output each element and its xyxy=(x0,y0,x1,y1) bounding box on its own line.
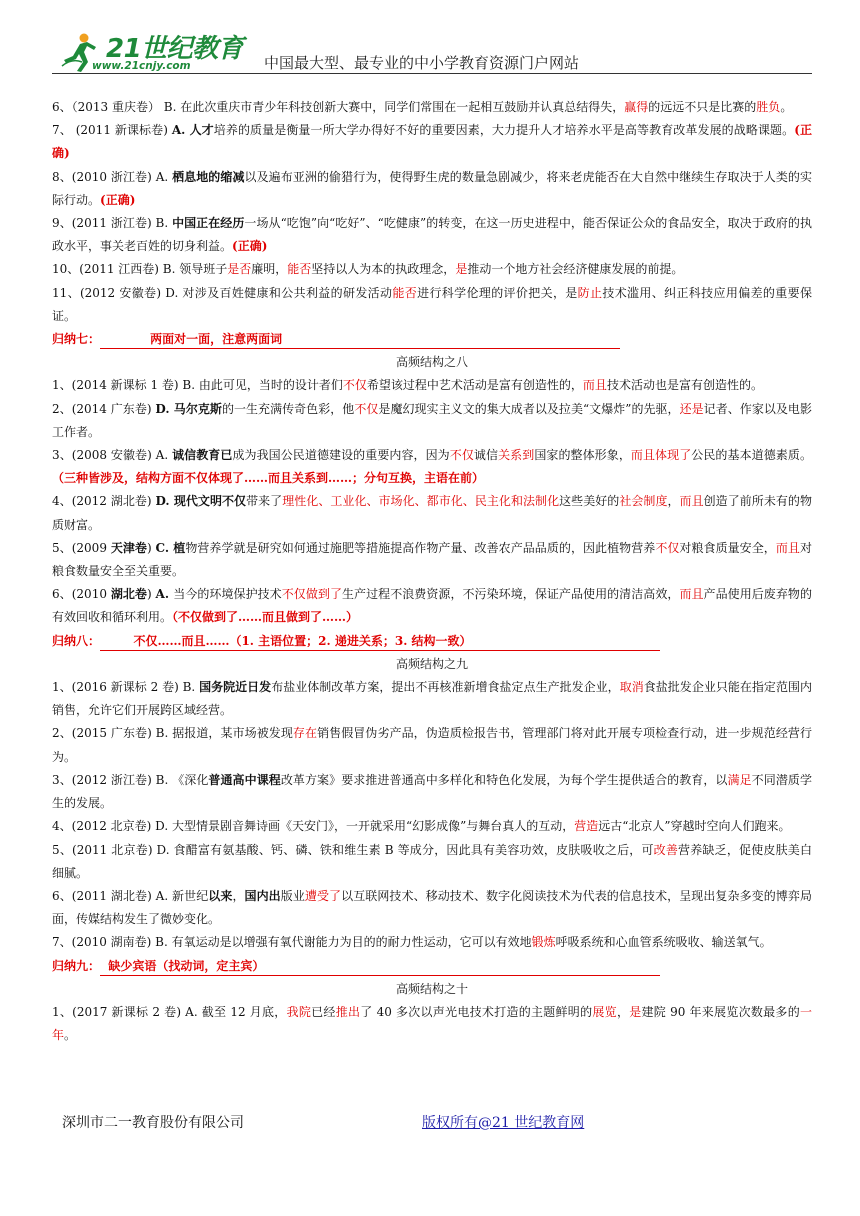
highlight-text: 是否 xyxy=(227,262,252,277)
text-run: 一场从“吃饱”向“吃好”、“吃健康”的转变，在这一历史进程中，能否保证公众的食品安全，取决于政府的执政水平，事关老百姓的切身利益。 xyxy=(52,216,812,254)
text-run: 进行科学伦理的评价把关，是 xyxy=(417,285,578,300)
site-slogan: 中国最大型、最专业的中小学教育资源门户网站 xyxy=(264,54,580,72)
highlight-text: 改善 xyxy=(653,842,679,857)
text-run: ， xyxy=(616,1004,630,1019)
highlight-text: 存在 xyxy=(292,726,318,741)
item-10-2011-jiangxi xyxy=(52,258,812,281)
text-run: 诚信教育已 xyxy=(172,448,233,463)
text-run: 布盐业体制改革方案，提出不再核准新增食盐定点生产批发企业， xyxy=(271,680,620,695)
text-run: 生产过程不浪费资源，不污染环境，保证产品使用的清洁高效， xyxy=(342,587,680,602)
text-run: 产品使用后废弃物的有效回收和循环利用。 xyxy=(52,587,812,625)
highlight-text: 不仅 xyxy=(342,378,367,393)
section-8-title: 高频结构之八 xyxy=(395,355,468,370)
highlight-text: 是 xyxy=(629,1004,642,1019)
item-6-2013-chongqing xyxy=(52,96,812,119)
text-run: 4、(2012 北京卷) D. 大型情景剧音舞诗画《天安门》，一开就采用“幻影成像”与舞台真人的互动， xyxy=(52,819,575,834)
item-7-2010-hunan xyxy=(52,931,812,954)
highlight-text: (正确) xyxy=(100,192,136,207)
summary-8 xyxy=(52,630,812,653)
text-run: 6、(2010 xyxy=(52,587,111,602)
text-run: 改革方案》要求推进普通高中多样化和特色化发展，为每个学生提供适合的教育，以 xyxy=(280,772,728,787)
text-run: 了 40 多次以声光电技术打造的主题鲜明的 xyxy=(360,1004,593,1019)
footer-copyright-link[interactable]: 版权所有@21 世纪教育网 xyxy=(422,1115,585,1131)
summary-label: 归纳八： xyxy=(52,633,101,648)
item-6-2010-hubei xyxy=(52,583,812,629)
highlight-text: 展览 xyxy=(592,1004,617,1019)
text-run: 5、(2009 xyxy=(52,540,111,555)
text-run: 8、(2010 浙江卷) A. xyxy=(52,169,173,184)
item-11-2012-anhui xyxy=(52,282,812,328)
text-run: ) xyxy=(146,587,156,602)
text-run: 以及遍布亚洲的偷猎行为，使得野生虎的数量急剧减少，将来老虎能否在大自然中继续生存取决于人类的实际行动。 xyxy=(52,169,812,207)
text-run: 对粮食数量安全至关重要。 xyxy=(52,540,812,579)
text-run: 3、(2008 安徽卷) A. xyxy=(52,448,173,463)
text-run: 对粮食质量安全， xyxy=(679,540,776,555)
text-run: 1、(2014 新课标 1 卷) B. 由此可见，当时的设计者们 xyxy=(52,378,343,393)
item-6-2011-hubei xyxy=(52,885,812,931)
text-run: 创造了前所未有的物质财富。 xyxy=(52,494,812,532)
text-run: 11、(2012 安徽卷) D. 对涉及百姓健康和公共利益的研发活动 xyxy=(52,285,393,300)
highlight-text: 社会制度 xyxy=(619,494,668,509)
text-run: 1、(2016 新课标 2 卷) B. xyxy=(52,680,200,695)
highlight-text: 遭受了 xyxy=(304,888,342,903)
item-2-2015-guangdong xyxy=(52,722,812,768)
text-run: 天津卷 xyxy=(110,540,147,555)
text-run: 物营养学就是研究如何通过施肥等措施提高作物产量、改善农产品品质的，因此植物营养 xyxy=(185,540,656,555)
text-run: 呼吸系统和心血管系统吸收、输送氧气。 xyxy=(555,935,772,950)
header-divider xyxy=(52,73,812,74)
text-run: 7、(2010 湖南卷) B. 有氧运动是以增强有氧代谢能力为目的的耐力性运动，它可以有效地 xyxy=(52,935,532,950)
text-run: C. 植 xyxy=(155,540,186,555)
text-run: 已经 xyxy=(311,1004,336,1019)
text-run: 中国正在经历 xyxy=(172,216,245,231)
highlight-text: 不仅 xyxy=(655,540,680,555)
text-run: 推动一个地方社会经济健康发展的前提。 xyxy=(467,262,684,277)
text-run: 2、(2014 广东卷) xyxy=(52,401,156,416)
text-run: 技术滥用、纠正科技应用偏差的重要保证。 xyxy=(52,285,812,323)
item-2-2014-guangdong xyxy=(52,398,812,444)
summary-7 xyxy=(52,328,812,351)
highlight-text: 而且 xyxy=(582,378,607,393)
text-run: D. 现代文明不仅 xyxy=(155,494,247,509)
text-run: 湖北卷 xyxy=(110,587,147,602)
text-run: 当今的环境保护技术 xyxy=(173,587,282,602)
text-run: 7、 (2011 新课标卷) xyxy=(52,123,172,138)
highlight-text: 不仅做到了 xyxy=(281,587,342,602)
highlight-text: 锻炼 xyxy=(531,935,556,950)
text-run: 食盐批发企业只能在指定范围内销售，允许它们开展跨区域经营。 xyxy=(52,680,812,718)
highlight-text: 而且 xyxy=(679,587,704,602)
text-run: 9、(2011 浙江卷) B. xyxy=(52,216,173,231)
text-run: 销售假冒伪劣产品，伪造质检报告书，管理部门将对此开展专项检查行动，进一步规范经营行为。 xyxy=(52,726,812,764)
text-run: 成为我国公民道德建设的重要内容，因为 xyxy=(232,448,450,463)
highlight-text: 而且 xyxy=(679,494,704,509)
text-run: 2、(2015 广东卷) B. 据报道，某市场被发现 xyxy=(52,726,293,741)
text-run: 这些美好的 xyxy=(559,494,620,509)
highlight-text: 关系到 xyxy=(498,448,535,463)
highlight-text: 满足 xyxy=(727,772,752,787)
highlight-text: 我院 xyxy=(286,1004,312,1019)
text-run: 栖息地的缩减 xyxy=(172,169,245,184)
text-run: 的远远不只是比赛的 xyxy=(648,100,757,114)
item-1-2014-xinkebiao1 xyxy=(52,374,812,397)
highlight-text: （三种皆涉及，结构方面不仅体现了……而且关系到……；分句互换，主语在前） xyxy=(52,471,485,486)
section-10-title: 高频结构之十 xyxy=(395,981,468,996)
text-run: 国家的整体形象， xyxy=(534,448,631,463)
highlight-text: 取消 xyxy=(619,680,644,695)
highlight-text: 还是 xyxy=(679,401,704,416)
item-3-2008-anhui xyxy=(52,444,812,490)
text-run: 廉明， xyxy=(251,262,288,277)
text-run: 远古“北京人”穿越时空向人们跑来。 xyxy=(598,819,791,834)
text-run: 的一生充满传奇色彩，他 xyxy=(221,401,355,416)
item-7-2011-xinkebiao xyxy=(52,119,812,165)
text-run: 技术活动也是富有创造性的。 xyxy=(606,378,763,393)
item-5-2009-tianjin xyxy=(52,537,812,583)
summary-9 xyxy=(52,955,812,978)
item-1-2017-xinkebiao2 xyxy=(52,1001,812,1047)
highlight-text: 是 xyxy=(455,262,468,277)
text-run: 希望该过程中艺术活动是富有创造性的， xyxy=(366,378,583,393)
summary-label: 归纳七： xyxy=(52,332,101,347)
text-run: 不同潜质学生的发展。 xyxy=(52,772,812,811)
document-body xyxy=(52,96,812,1047)
logo-url: www.21cnjy.com xyxy=(92,60,191,72)
highlight-text: 理性化、工业化、市场化、都市化、民主化和法制化 xyxy=(282,494,560,509)
text-run: 记者、作家以及电影工作者。 xyxy=(52,401,812,439)
section-9-title: 高频结构之九 xyxy=(395,656,468,671)
highlight-text: 赢得 xyxy=(624,100,649,114)
highlight-text: 一年 xyxy=(52,1004,812,1043)
item-4-2012-beijing xyxy=(52,815,812,838)
text-run: 国务院近日发 xyxy=(199,680,272,695)
text-run: 坚持以人为本的执政理念， xyxy=(311,262,456,277)
text-run: 6、(2011 湖北卷) A. 新世纪 xyxy=(52,888,209,903)
text-run: 3、(2012 浙江卷) B. 《深化 xyxy=(52,772,209,787)
text-run: D. 马尔克斯 xyxy=(155,401,222,416)
text-run: 1、(2017 新课标 2 卷) A. 截至 12 月底， xyxy=(52,1004,287,1019)
text-run: 是魔幻现实主义文的集大成者以及拉美“文爆炸”的先驱， xyxy=(378,401,680,416)
text-run: 国内出 xyxy=(244,888,281,903)
text-run: 诚信 xyxy=(473,448,499,463)
highlight-text: 不仅 xyxy=(449,448,474,463)
item-3-2012-zhejiang xyxy=(52,769,812,815)
highlight-text: (正确) xyxy=(232,239,268,254)
text-run: A. xyxy=(155,587,174,602)
highlight-text: 防止 xyxy=(577,285,603,300)
item-9-2011-zhejiang xyxy=(52,212,812,258)
text-run: 。 xyxy=(64,1028,77,1043)
text-run: 。 xyxy=(780,100,793,114)
highlight-text: 不仅 xyxy=(354,401,379,416)
text-run: 以互联网技术、移动技术、数字化阅读技术为代表的信息技术，呈现出复杂多变的博弈局面，传媒结构发生了微妙变化。 xyxy=(52,888,812,927)
item-4-2012-hubei xyxy=(52,490,812,536)
text-run: ， xyxy=(667,494,680,509)
text-run: 10、(2011 江西卷) B. 领导班子 xyxy=(52,262,228,277)
text-run: ) xyxy=(146,540,156,555)
footer-company: 深圳市二一教育股份有限公司 xyxy=(62,1115,244,1131)
summary-text: 缺少宾语（找动词，定主宾） xyxy=(100,957,660,976)
highlight-text: （不仅做到了……而且做到了……） xyxy=(172,610,359,625)
highlight-text: 而且体现了 xyxy=(630,448,692,463)
text-run: 营养缺乏，促使皮肤美白细腻。 xyxy=(52,842,812,880)
site-logo[interactable] xyxy=(52,28,257,74)
highlight-text: 而且 xyxy=(775,540,800,555)
highlight-text: 能否 xyxy=(287,262,312,277)
item-1-2016-xinkebiao2 xyxy=(52,676,812,722)
highlight-text: 能否 xyxy=(392,285,418,300)
text-run: A. 人才 xyxy=(171,123,214,138)
text-run: 建院 90 年来展览次数最多的 xyxy=(641,1004,800,1019)
text-run: 普通高中课程 xyxy=(208,772,281,787)
logo-text: 21世纪教育 xyxy=(106,34,244,64)
text-run: 带来了 xyxy=(246,494,283,509)
highlight-text: 推出 xyxy=(335,1004,361,1019)
item-5-2011-beijing xyxy=(52,839,812,885)
summary-text: 两面对一面，注意两面词 xyxy=(100,330,620,349)
summary-text: 不仅……而且……（1. 主语位置；2. 递进关系；3. 结构一致） xyxy=(100,632,660,651)
text-run: 4、(2012 湖北卷) xyxy=(52,494,156,509)
item-8-2010-zhejiang xyxy=(52,166,812,212)
text-run: 公民的基本道德素质。 xyxy=(691,448,812,463)
text-run: 培养的质量是衡量一所大学办得好不好的重要因素，大力提升人才培养水平是高等教育改革发展的战略课题。 xyxy=(213,123,795,138)
highlight-text: 胜负 xyxy=(756,100,781,114)
text-run: ， xyxy=(232,888,245,903)
summary-label: 归纳九： xyxy=(52,958,101,973)
text-run: 5、(2011 北京卷) D. 食醋富有氨基酸、钙、磷、铁和维生素 B 等成分，因此具有美容功效，皮肤吸收之后，可 xyxy=(52,842,654,857)
highlight-text: 营造 xyxy=(574,819,599,834)
text-run: 版业 xyxy=(280,888,305,903)
text-run: 6、（2013 重庆卷） B. 在此次重庆市青少年科技创新大赛中，同学们常围在一起相互鼓励并认真总结得失， xyxy=(52,100,625,114)
highlight-text: (正确) xyxy=(52,123,813,161)
text-run: 以来 xyxy=(208,888,233,903)
page-header xyxy=(52,28,812,78)
